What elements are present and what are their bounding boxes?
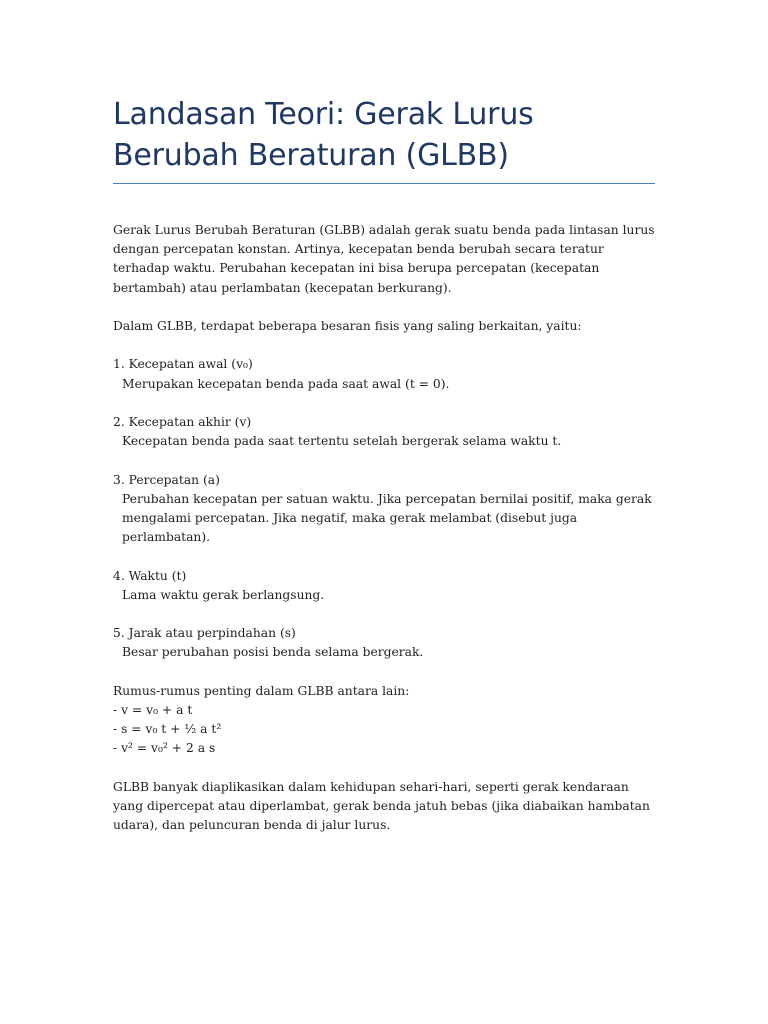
formulas-intro: Rumus-rumus penting dalam GLBB antara lain: <box>113 683 410 698</box>
list-item-heading: 4. Waktu (t) <box>113 568 187 583</box>
list-item <box>113 471 655 548</box>
list-item-heading: 1. Kecepatan awal (v₀) <box>113 357 253 372</box>
list-item <box>113 624 655 662</box>
page-title: Landasan Teori: Gerak Lurus Berubah Beraturan (GLBB) <box>113 97 534 173</box>
list-item-description: Perubahan kecepatan per satuan waktu. Jika percepatan bernilai positif, maka gerak mengalami percepatan. Jika negatif, maka gerak melambat (disebut juga perlambatan). <box>122 491 656 545</box>
formula-line: - v² = v₀² + 2 a s <box>113 741 216 756</box>
formulas-block <box>113 682 655 759</box>
list-item-heading: 2. Kecepatan akhir (v) <box>113 414 252 429</box>
list-item-description: Besar perubahan posisi benda selama bergerak. <box>122 645 424 660</box>
list-item <box>113 567 655 605</box>
list-intro-paragraph: Dalam GLBB, terdapat beberapa besaran fisis yang saling berkaitan, yaitu: <box>113 319 582 333</box>
document-page <box>113 0 655 835</box>
document-body <box>113 221 655 835</box>
intro-paragraph: Gerak Lurus Berubah Beraturan (GLBB) adalah gerak suatu benda pada lintasan lurus dengan percepatan konstan. Artinya, kecepatan benda berubah secara teratur terhadap waktu. Perubahan kecepatan ini bisa berupa percepatan (kecepatan bertambah) atau perlambatan (kecepatan berkurang). <box>113 223 655 295</box>
title-underline <box>113 183 655 184</box>
list-item-heading: 5. Jarak atau perpindahan (s) <box>113 626 296 641</box>
list-item-heading: 3. Percepatan (a) <box>113 472 220 487</box>
formula-line: - s = v₀ t + ½ a t² <box>113 722 222 737</box>
list-item <box>113 413 655 451</box>
list-item-description: Kecepatan benda pada saat tertentu setelah bergerak selama waktu t. <box>122 434 562 449</box>
list-item-description: Lama waktu gerak berlangsung. <box>122 587 325 602</box>
list-item <box>113 355 655 393</box>
formula-line: - v = v₀ + a t <box>113 702 193 717</box>
list-item-description: Merupakan kecepatan benda pada saat awal (t = 0). <box>122 376 450 391</box>
closing-paragraph: GLBB banyak diaplikasikan dalam kehidupan sehari-hari, seperti gerak kendaraan yang dipercepat atau diperlambat, gerak benda jatuh bebas (jika diabaikan hambatan udara), dan peluncuran benda di jalur lurus. <box>113 779 650 833</box>
